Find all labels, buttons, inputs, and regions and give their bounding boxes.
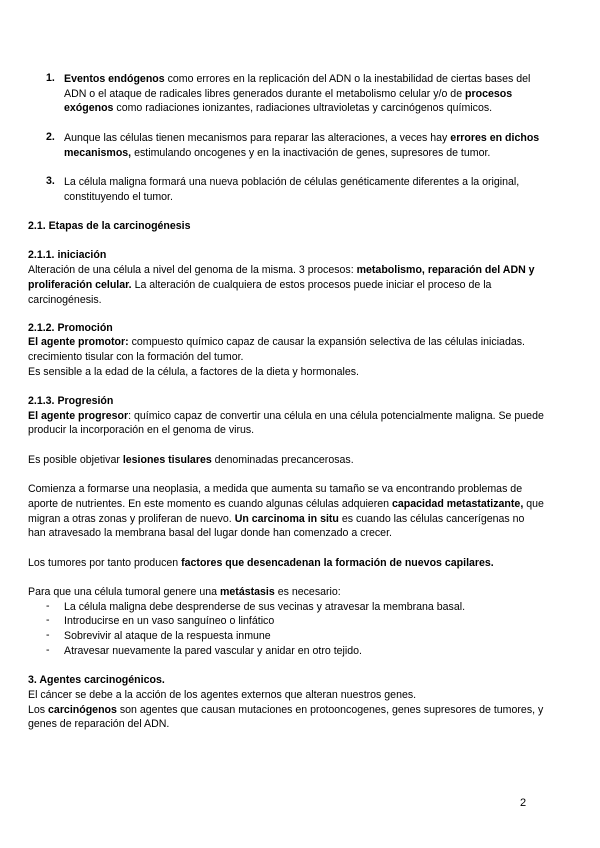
section-heading: 3. Agentes carcinogénicos. bbox=[28, 674, 165, 686]
paragraph-line: migran a otras zonas y proliferan de nuevo. Un carcinoma in situ es cuando las células cancerígenas no bbox=[28, 513, 525, 525]
list-item-1-line: exógenos como radiaciones ionizantes, radiaciones ultravioletas y carcinógenos químicos. bbox=[64, 102, 493, 114]
paragraph-line: Los tumores por tanto producen factores que desencadenan la formación de nuevos capilares. bbox=[28, 557, 494, 569]
bullet-dash: - bbox=[46, 629, 50, 641]
bullet-item: Sobrevivir al ataque de la respuesta inmune bbox=[64, 630, 271, 642]
paragraph-line: genes de reparación del ADN. bbox=[28, 718, 170, 730]
subsection-heading: 2.1.3. Progresión bbox=[28, 395, 114, 407]
bullet-dash: - bbox=[46, 614, 50, 626]
paragraph-line: Es sensible a la edad de la célula, a factores de la dieta y hormonales. bbox=[28, 366, 359, 378]
bullet-item: Introducirse en un vaso sanguíneo o linfático bbox=[64, 615, 275, 627]
paragraph-line: producir la incorporación en el genoma de virus. bbox=[28, 424, 255, 436]
list-item-1-line: Eventos endógenos como errores en la replicación del ADN o la inestabilidad de ciertas bases del bbox=[64, 73, 531, 85]
paragraph-line: han atravesado la membrana basal del lugar donde han comenzado a crecer. bbox=[28, 527, 392, 539]
section-heading: 2.1. Etapas de la carcinogénesis bbox=[28, 220, 191, 232]
list-item-3-line: La célula maligna formará una nueva población de células genéticamente diferentes a la original, bbox=[64, 176, 520, 188]
paragraph-line: Para que una célula tumoral genere una metástasis es necesario: bbox=[28, 586, 341, 598]
paragraph-line: Alteración de una célula a nivel del genoma de la misma. 3 procesos: metabolismo, reparación del ADN y bbox=[28, 264, 535, 276]
bullet-dash: - bbox=[46, 644, 50, 656]
paragraph-line: El cáncer se debe a la acción de los agentes externos que alteran nuestros genes. bbox=[28, 689, 417, 701]
list-number: 2. bbox=[46, 131, 55, 143]
bullet-dash: - bbox=[46, 600, 50, 612]
subsection-heading: 2.1.1. iniciación bbox=[28, 249, 107, 261]
paragraph-line: aporte de nutrientes. En este momento es cuando algunas células adquieren capacidad metastatizante, que bbox=[28, 498, 544, 510]
bullet-item: Atravesar nuevamente la pared vascular y anidar en otro tejido. bbox=[64, 645, 362, 657]
list-item-3-line: constituyendo el tumor. bbox=[64, 191, 173, 203]
paragraph-line: Es posible objetivar lesiones tisulares denominadas precancerosas. bbox=[28, 454, 354, 466]
list-item-2-line: Aunque las células tienen mecanismos para reparar las alteraciones, a veces hay errores en dichos bbox=[64, 132, 540, 144]
list-item-2-line: mecanismos, estimulando oncogenes y en la inactivación de genes, supresores de tumor. bbox=[64, 147, 491, 159]
paragraph-line: carcinogénesis. bbox=[28, 294, 102, 306]
list-number: 3. bbox=[46, 175, 55, 187]
paragraph-line: El agente progresor: químico capaz de convertir una célula en una célula potencialmente maligna. Se puede bbox=[28, 410, 544, 422]
paragraph-line: El agente promotor: compuesto químico capaz de causar la expansión selectiva de las células iniciadas. bbox=[28, 336, 525, 348]
paragraph-line: Los carcinógenos son agentes que causan mutaciones en protooncogenes, genes supresores de tumores, y bbox=[28, 704, 544, 716]
list-number: 1. bbox=[46, 72, 55, 84]
paragraph-line: Comienza a formarse una neoplasia, a medida que aumenta su tamaño se va encontrando problemas de bbox=[28, 483, 523, 495]
page-number: 2 bbox=[520, 797, 527, 809]
paragraph-line: proliferación celular. La alteración de cualquiera de estos procesos puede iniciar el proceso de la bbox=[28, 279, 492, 291]
list-item-1-line: ADN o el ataque de radicales libres generados durante el metabolismo celular y/o de procesos bbox=[64, 88, 513, 100]
bullet-item: La célula maligna debe desprenderse de sus vecinas y atravesar la membrana basal. bbox=[64, 601, 466, 613]
paragraph-line: crecimiento tisular con la formación del tumor. bbox=[28, 351, 244, 363]
subsection-heading: 2.1.2. Promoción bbox=[28, 322, 113, 334]
